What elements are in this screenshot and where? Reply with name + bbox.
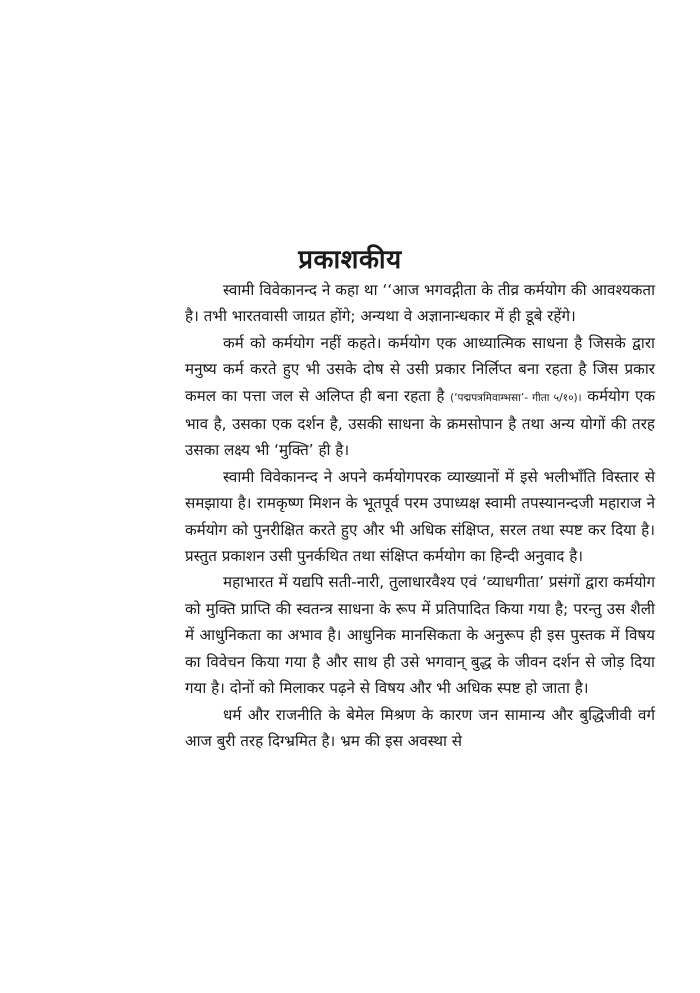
body-text <box>185 277 655 754</box>
paragraph-3: स्वामी विवेकानन्द ने अपने कर्मयोगपरक व्याख्यानों में इसे भलीभाँति विस्तार से समझाया है। रामकृष्ण मिशन के भूतपूर्व परम उपाध्यक्ष स्वामी तपस्यानन्दजी महाराज ने कर्मयोग को पुनरीक्षित करते हुए और भी अधिक संक्षिप्त, सरल तथा स्पष्ट कर दिया है। प्रस्तुत प्रकाशन उसी पुनर्कथित तथा संक्षिप्त कर्मयोग का हिन्दी अनुवाद है। <box>185 467 655 566</box>
page-title: प्रकाशकीय <box>298 245 402 276</box>
gita-citation: (‘पद्मपत्रमिवाम्भसा’- गीता ५/१०)। <box>450 391 582 404</box>
paragraph-5: धर्म और राजनीति के बेमेल मिश्रण के कारण जन सामान्य और बुद्धिजीवी वर्ग आज बुरी तरह दिग्भ्रमित है। भ्रम की इस अवस्था से <box>185 705 655 750</box>
paragraph-1: स्वामी विवेकानन्द ने कहा था ‘‘आज भगवद्गीता के तीव्र कर्मयोग की आवश्यकता है। तभी भारतवासी जाग्रत होंगे; अन्यथा वे अज्ञानान्धकार में ही डूबे रहेंगे। <box>185 281 655 326</box>
paragraph-2 <box>185 330 655 464</box>
paragraph-4: महाभारत में यद्यपि सती-नारी, तुलाधारवैश्य एवं ‘व्याधगीता’ प्रसंगों द्वारा कर्मयोग को मुक्ति प्राप्ति की स्वतन्त्र साधना के रूप में प्रतिपादित किया गया है; परन्तु उस शैली में आधुनिकता का अभाव है। आधुनिक मानसिकता के अनुरूप ही इस पुस्तक में विषय का विवेचन किया गया है और साथ ही उसे भगवान् बुद्ध के जीवन दर्शन से जोड़ दिया गया है। दोनों को मिलाकर पढ़ने से विषय और भी अधिक स्पष्ट हो जाता है। <box>185 573 655 698</box>
paragraph-2-text-a: कर्म को कर्मयोग नहीं कहते। कर्मयोग एक आध्यात्मिक साधना है जिसके द्वारा मनुष्य कर्म करते हुए भी उसके दोष से उसी प्रकार निर्लिप्त बना रहता है जिस प्रकार कमल का पत्ता जल से अलिप्त ही बना रहता है <box>185 333 655 405</box>
paragraph-2-text-b: कर्मयोग एक भाव है, उसका एक दर्शन है, उसकी साधना के क्रमसोपान है तथा अन्य योगों की तरह उसका लक्ष्य भी ‘मुक्ति’ ही है। <box>185 386 656 460</box>
